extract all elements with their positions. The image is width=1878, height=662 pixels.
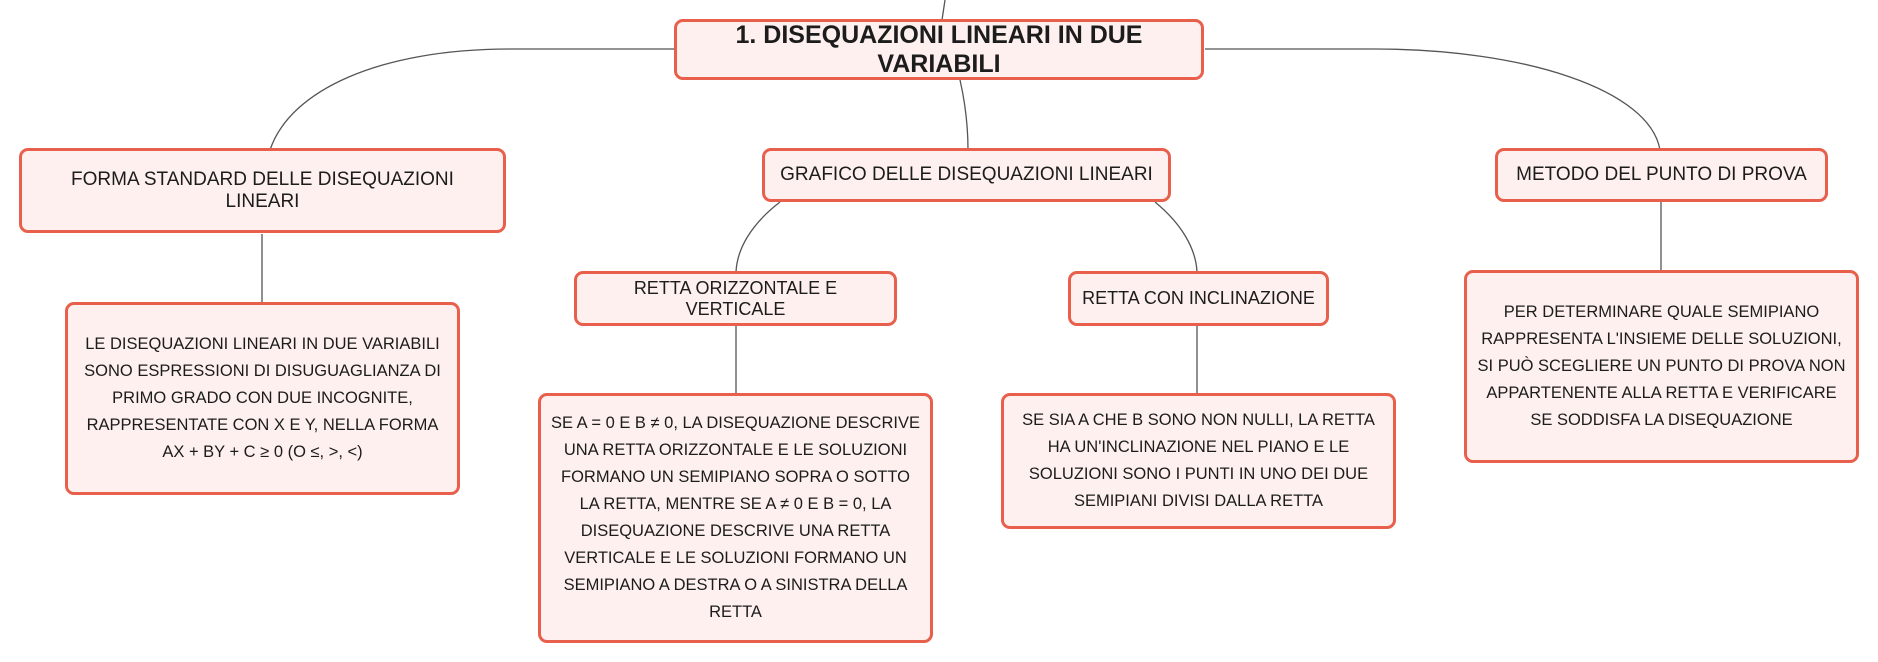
topic-graph[interactable]: GRAFICO DELLE DISEQUAZIONI LINEARI [762, 148, 1171, 202]
connector-title-to-standard-form [270, 49, 675, 150]
note-standard-form[interactable]: LE DISEQUAZIONI LINEARI IN DUE VARIABILI SONO ESPRESSIONI DI DISUGUAGLIANZA DI PRIMO GRADO CON DUE INCOGNITE, RAPPRESENTATE CON X E Y, NELLA FORMA AX + BY + C ≥ 0 (O ≤, >, <) [65, 302, 460, 495]
note-test-point[interactable]: PER DETERMINARE QUALE SEMIPIANO RAPPRESENTA L'INSIEME DELLE SOLUZIONI, SI PUÒ SCEGLIERE UN PUNTO DI PROVA NON APPARTENENTE ALLA RETTA E VERIFICARE SE SODDISFA LA DISEQUAZIONE [1464, 270, 1859, 463]
subtopic-horizontal-vertical[interactable]: RETTA ORIZZONTALE E VERTICALE [574, 271, 897, 326]
subtopic-inclined[interactable]: RETTA CON INCLINAZIONE [1068, 271, 1329, 326]
connector-title-to-graph [960, 80, 968, 150]
note-inclined[interactable]: SE SIA A CHE B SONO NON NULLI, LA RETTA HA UN'INCLINAZIONE NEL PIANO E LE SOLUZIONI SONO I PUNTI IN UNO DEI DUE SEMIPIANI DIVISI DALLA RETTA [1001, 393, 1396, 529]
connector-graph-to-horizontal-vertical [736, 202, 780, 272]
topic-test-point[interactable]: METODO DEL PUNTO DI PROVA [1495, 148, 1828, 202]
connector-from-parent [942, 0, 945, 20]
connector-title-to-test-point [1205, 49, 1660, 150]
note-horizontal-vertical[interactable]: SE A = 0 E B ≠ 0, LA DISEQUAZIONE DESCRIVE UNA RETTA ORIZZONTALE E LE SOLUZIONI FORMANO UN SEMIPIANO SOPRA O SOTTO LA RETTA, MENTRE SE A ≠ 0 E B = 0, LA DISEQUAZIONE DESCRIVE UNA RETTA VERTICALE E LE SOLUZIONI FORMANO UN SEMIPIANO A DESTRA O A SINISTRA DELLA RETTA [538, 393, 933, 643]
central-topic[interactable]: 1. DISEQUAZIONI LINEARI IN DUE VARIABILI [674, 19, 1204, 80]
topic-standard-form[interactable]: FORMA STANDARD DELLE DISEQUAZIONI LINEARI [19, 148, 506, 233]
connector-graph-to-inclined [1155, 202, 1197, 272]
